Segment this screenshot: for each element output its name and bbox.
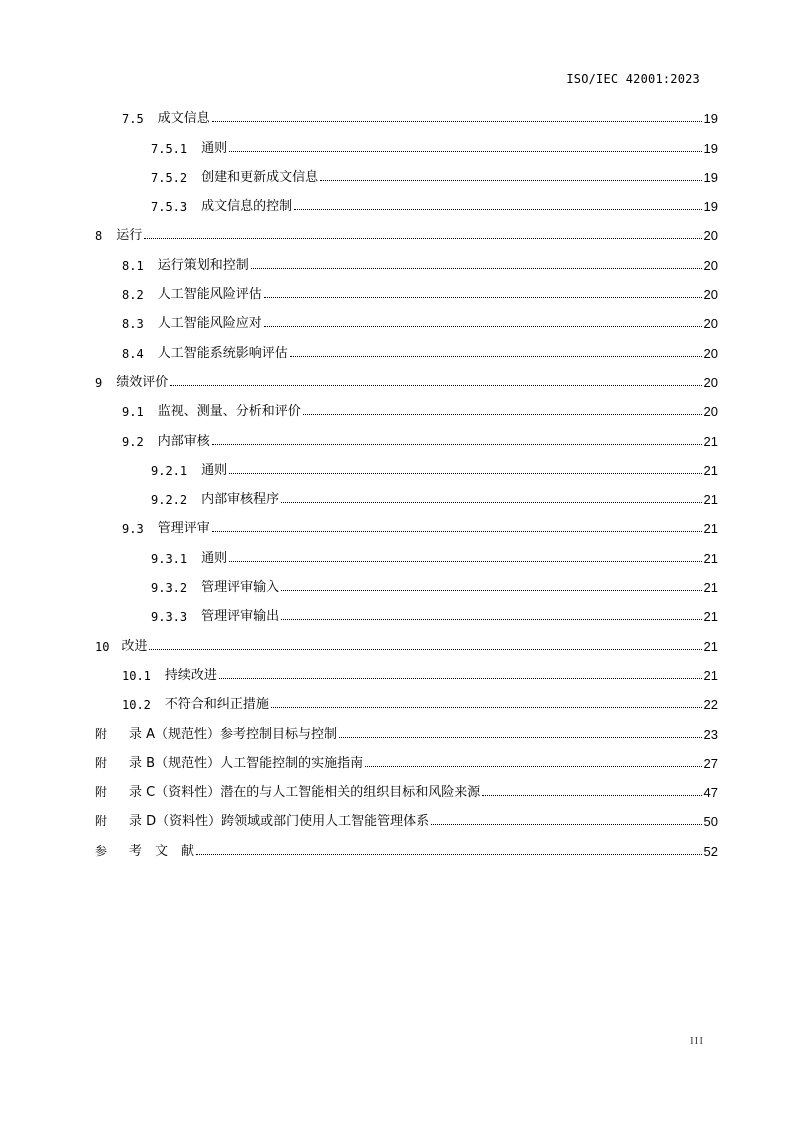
toc-entry[interactable] bbox=[95, 507, 718, 536]
toc-entry-title: 监视、测量、分析和评价 bbox=[157, 404, 301, 420]
toc-entry-title: 持续改进 bbox=[164, 667, 217, 683]
toc-dot-leader bbox=[264, 326, 702, 327]
toc-entry-page: 20 bbox=[703, 374, 718, 390]
toc-entry-page: 21 bbox=[703, 521, 718, 537]
toc-entry-title: 成文信息的控制 bbox=[201, 199, 293, 215]
toc-dot-leader bbox=[271, 707, 702, 708]
toc-entry-title: 内部审核 bbox=[157, 433, 210, 449]
toc-entry-title: 人工智能风险应对 bbox=[157, 316, 262, 332]
toc-entry-title: 录 C（资料性）潜在的与人工智能相关的组织目标和风险来源 bbox=[129, 785, 481, 801]
toc-entry-page: 20 bbox=[703, 404, 718, 420]
toc-entry-number: 8 bbox=[95, 229, 103, 244]
toc-entry[interactable] bbox=[95, 654, 718, 683]
toc-entry[interactable] bbox=[95, 771, 718, 800]
toc-entry-page: 19 bbox=[703, 199, 718, 215]
toc-entry-number: 9.3 bbox=[122, 522, 144, 537]
toc-dot-leader bbox=[229, 151, 701, 152]
toc-entry[interactable] bbox=[95, 566, 718, 595]
toc-entry[interactable] bbox=[95, 126, 718, 155]
toc-entry[interactable] bbox=[95, 419, 718, 448]
toc-entry-page: 21 bbox=[703, 638, 718, 654]
toc-entry-page: 22 bbox=[703, 697, 718, 713]
table-of-contents bbox=[95, 97, 718, 859]
toc-entry-page: 21 bbox=[703, 580, 718, 596]
toc-dot-leader bbox=[365, 766, 701, 767]
toc-entry[interactable] bbox=[95, 156, 718, 185]
toc-entry[interactable] bbox=[95, 478, 718, 507]
toc-dot-leader bbox=[229, 561, 701, 562]
toc-dot-leader bbox=[149, 649, 701, 650]
toc-entry-title: 管理评审输出 bbox=[201, 609, 280, 625]
toc-entry-page: 20 bbox=[703, 316, 718, 332]
toc-entry-page: 21 bbox=[703, 609, 718, 625]
document-id-header: ISO/IEC 42001:2023 bbox=[566, 72, 700, 86]
toc-entry-page: 50 bbox=[703, 814, 718, 830]
toc-entry[interactable] bbox=[95, 361, 718, 390]
toc-dot-leader bbox=[303, 414, 702, 415]
toc-entry-page: 19 bbox=[703, 169, 718, 185]
toc-entry-title: 录 B（规范性）人工智能控制的实施指南 bbox=[129, 755, 364, 771]
toc-entry-title: 管理评审输入 bbox=[201, 580, 280, 596]
toc-entry-number: 10 bbox=[95, 639, 110, 654]
toc-entry-number: 8.2 bbox=[122, 288, 144, 303]
toc-entry-title: 录 D（资料性）跨领域或部门使用人工智能管理体系 bbox=[129, 814, 430, 830]
toc-entry-number: 8.3 bbox=[122, 317, 144, 332]
toc-entry[interactable] bbox=[95, 302, 718, 331]
toc-entry-page: 21 bbox=[703, 433, 718, 449]
toc-entry[interactable] bbox=[95, 331, 718, 360]
toc-entry-page: 21 bbox=[703, 462, 718, 478]
toc-entry[interactable] bbox=[95, 742, 718, 771]
toc-entry-page: 19 bbox=[703, 111, 718, 127]
toc-entry[interactable] bbox=[95, 243, 718, 272]
toc-entry-number: 9.2 bbox=[122, 434, 144, 449]
toc-dot-leader bbox=[482, 795, 701, 796]
toc-entry-number: 8.1 bbox=[122, 258, 144, 273]
toc-dot-leader bbox=[281, 590, 701, 591]
toc-entry-title: 运行 bbox=[116, 228, 143, 244]
toc-entry-title: 人工智能风险评估 bbox=[157, 287, 262, 303]
toc-entry-page: 21 bbox=[703, 667, 718, 683]
toc-entry-page: 20 bbox=[703, 345, 718, 361]
toc-entry[interactable] bbox=[95, 624, 718, 653]
toc-entry-title: 内部审核程序 bbox=[201, 492, 280, 508]
toc-entry-number: 附 bbox=[95, 785, 108, 800]
toc-dot-leader bbox=[212, 444, 702, 445]
toc-entry[interactable] bbox=[95, 449, 718, 478]
toc-entry[interactable] bbox=[95, 595, 718, 624]
toc-entry-page: 20 bbox=[703, 257, 718, 273]
toc-dot-leader bbox=[294, 209, 701, 210]
toc-entry-number: 附 bbox=[95, 726, 108, 741]
toc-entry-number: 9.3.3 bbox=[151, 610, 188, 625]
toc-entry-page: 20 bbox=[703, 287, 718, 303]
toc-entry-title: 改进 bbox=[121, 638, 148, 654]
toc-entry-title: 通则 bbox=[201, 140, 228, 156]
toc-entry[interactable] bbox=[95, 683, 718, 712]
toc-entry-title: 运行策划和控制 bbox=[157, 257, 249, 273]
toc-entry-title: 人工智能系统影响评估 bbox=[157, 345, 288, 361]
toc-dot-leader bbox=[196, 854, 702, 855]
toc-entry-page: 21 bbox=[703, 550, 718, 566]
toc-entry-title: 绩效评价 bbox=[116, 374, 169, 390]
toc-entry[interactable] bbox=[95, 829, 718, 858]
toc-entry[interactable] bbox=[95, 712, 718, 741]
toc-entry-number: 9 bbox=[95, 375, 103, 390]
toc-entry-number: 参 bbox=[95, 843, 108, 858]
toc-entry-number: 7.5.3 bbox=[151, 200, 188, 215]
toc-entry-number: 9.2.1 bbox=[151, 463, 188, 478]
toc-entry[interactable] bbox=[95, 97, 718, 126]
toc-dot-leader bbox=[212, 531, 702, 532]
toc-entry-number: 9.3.1 bbox=[151, 551, 188, 566]
toc-entry-page: 52 bbox=[703, 843, 718, 859]
toc-entry[interactable] bbox=[95, 185, 718, 214]
toc-entry-title: 考 文 献 bbox=[129, 843, 195, 859]
toc-entry-title: 通则 bbox=[201, 550, 228, 566]
toc-dot-leader bbox=[339, 737, 701, 738]
toc-entry[interactable] bbox=[95, 214, 718, 243]
toc-entry-page: 47 bbox=[703, 785, 718, 801]
toc-entry-number: 附 bbox=[95, 814, 108, 829]
toc-entry-number: 9.2.2 bbox=[151, 493, 188, 508]
toc-entry-title: 不符合和纠正措施 bbox=[164, 697, 269, 713]
toc-dot-leader bbox=[170, 385, 701, 386]
toc-entry[interactable] bbox=[95, 800, 718, 829]
toc-dot-leader bbox=[281, 502, 701, 503]
toc-entry-page: 21 bbox=[703, 492, 718, 508]
toc-dot-leader bbox=[144, 238, 701, 239]
toc-dot-leader bbox=[251, 268, 702, 269]
toc-entry[interactable] bbox=[95, 273, 718, 302]
toc-entry-number: 8.4 bbox=[122, 346, 144, 361]
toc-dot-leader bbox=[229, 473, 701, 474]
toc-entry-page: 20 bbox=[703, 228, 718, 244]
toc-entry-page: 27 bbox=[703, 755, 718, 771]
toc-entry-title: 通则 bbox=[201, 462, 228, 478]
toc-dot-leader bbox=[431, 824, 701, 825]
toc-entry-number: 7.5.2 bbox=[151, 170, 188, 185]
toc-entry-title: 成文信息 bbox=[157, 111, 210, 127]
toc-dot-leader bbox=[281, 619, 701, 620]
toc-entry-page: 23 bbox=[703, 726, 718, 742]
toc-entry-number: 10.1 bbox=[122, 668, 151, 683]
toc-dot-leader bbox=[320, 180, 701, 181]
toc-entry-number: 附 bbox=[95, 755, 108, 770]
toc-entry-page: 19 bbox=[703, 140, 718, 156]
toc-entry-title: 录 A（规范性）参考控制目标与控制 bbox=[129, 726, 338, 742]
toc-entry-number: 7.5.1 bbox=[151, 141, 188, 156]
toc-entry-number: 9.1 bbox=[122, 405, 144, 420]
toc-dot-leader bbox=[212, 121, 702, 122]
toc-dot-leader bbox=[290, 356, 702, 357]
toc-entry-title: 创建和更新成文信息 bbox=[201, 169, 319, 185]
toc-entry-number: 7.5 bbox=[122, 112, 144, 127]
toc-dot-leader bbox=[264, 297, 702, 298]
toc-entry[interactable] bbox=[95, 536, 718, 565]
page-number-footer: III bbox=[690, 1035, 704, 1047]
toc-dot-leader bbox=[219, 678, 702, 679]
toc-entry[interactable] bbox=[95, 390, 718, 419]
toc-entry-title: 管理评审 bbox=[157, 521, 210, 537]
toc-entry-number: 10.2 bbox=[122, 698, 151, 713]
toc-entry-number: 9.3.2 bbox=[151, 581, 188, 596]
